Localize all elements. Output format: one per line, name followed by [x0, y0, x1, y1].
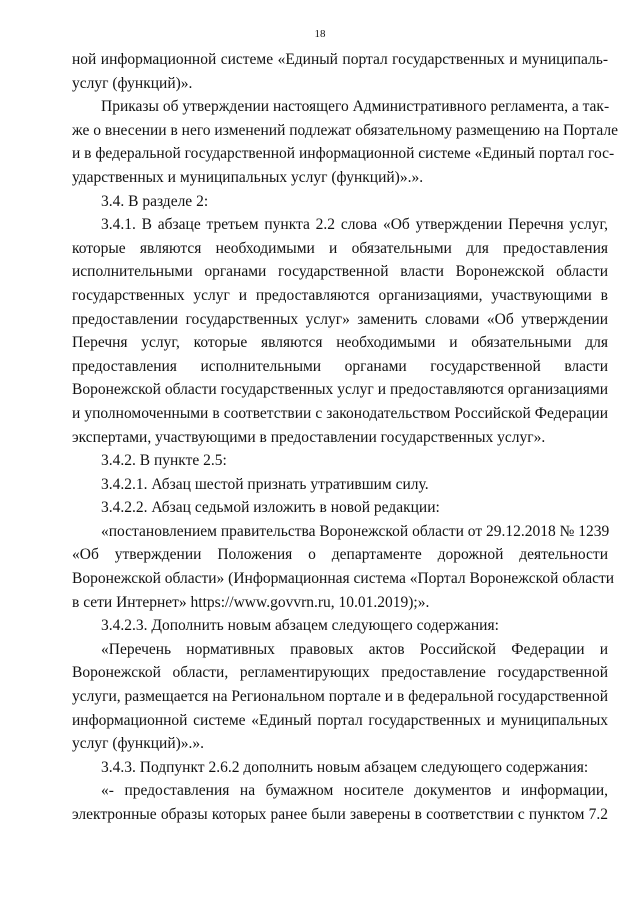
text-line: «постановлением правительства Воронежской области от 29.12.2018 № 1239	[101, 522, 610, 540]
text-line: «- предоставления на бумажном носителе документов и информации,	[101, 782, 608, 800]
text-line: информационной системе «Единый портал государственных и муниципальных	[72, 711, 608, 729]
text-line: Воронежской области государственных услуг и предоставляются организациями	[72, 381, 608, 399]
text-line: же о внесении в него изменений подлежат обязательному размещению на Портале	[72, 121, 619, 139]
text-line: 3.4. В разделе 2:	[101, 192, 209, 210]
text-line: и в федеральной государственной информационной системе «Единый портал гос-	[72, 145, 615, 163]
document-body	[72, 48, 619, 827]
text-line: Воронежской области, регламентирующих предоставление государственной	[72, 664, 608, 682]
text-line: электронные образы которых ранее были заверены в соответствии с пунктом 7.2	[72, 806, 608, 823]
text-line: 3.4.2.2. Абзац седьмой изложить в новой редакции:	[101, 499, 440, 517]
text-line: 3.4.2.3. Дополнить новым абзацем следующего содержания:	[101, 617, 499, 635]
text-line: предоставлении государственных услуг» заменить словами «Об утверждении	[72, 310, 608, 328]
text-line: услуги, размещается на Региональном портале и в федеральной государственной	[72, 688, 608, 706]
text-line: ударственных и муниципальных услуг (функций)».».	[72, 168, 424, 186]
text-line: и уполномоченными в соответствии с законодательством Российской Федерации	[72, 404, 608, 422]
text-line: 3.4.2.1. Абзац шестой признать утратившим силу.	[101, 475, 429, 493]
text-line: услуг (функций)».	[72, 74, 193, 92]
text-line: которые являются необходимыми и обязательными для предоставления	[72, 239, 608, 257]
text-line: Воронежской области» (Информационная система «Портал Воронежской области	[72, 570, 615, 588]
text-line: исполнительными органами государственной власти Воронежской области	[72, 263, 608, 281]
text-line: 3.4.1. В абзаце третьем пункта 2.2 слова «Об утверждении Перечня услуг,	[101, 216, 608, 234]
page-number: 18	[314, 28, 326, 40]
text-line: 3.4.3. Подпункт 2.6.2 дополнить новым абзацем следующего содержания:	[101, 758, 589, 776]
text-line: Перечня услуг, которые являются необходимыми и обязательными для	[72, 334, 608, 352]
text-line: в сети Интернет» https://www.govvrn.ru, 10.01.2019);».	[72, 593, 430, 611]
text-line: ной информационной системе «Единый портал государственных и муниципаль-	[72, 51, 608, 68]
text-line: «Об утверждении Положения о департаменте дорожной деятельности	[72, 546, 608, 564]
text-line: Приказы об утверждении настоящего Административного регламента, а так-	[101, 98, 610, 116]
text-line: экспертами, участвующими в предоставлении государственных услуг».	[72, 428, 546, 446]
text-line: услуг (функций)».».	[72, 735, 205, 753]
text-line: предоставления исполнительными органами государственной власти	[72, 357, 608, 375]
text-line: государственных услуг и предоставляются организациями, участвующими в	[72, 286, 608, 304]
text-line: «Перечень нормативных правовых актов Российской Федерации и	[101, 640, 608, 658]
text-line: 3.4.2. В пункте 2.5:	[101, 452, 227, 470]
